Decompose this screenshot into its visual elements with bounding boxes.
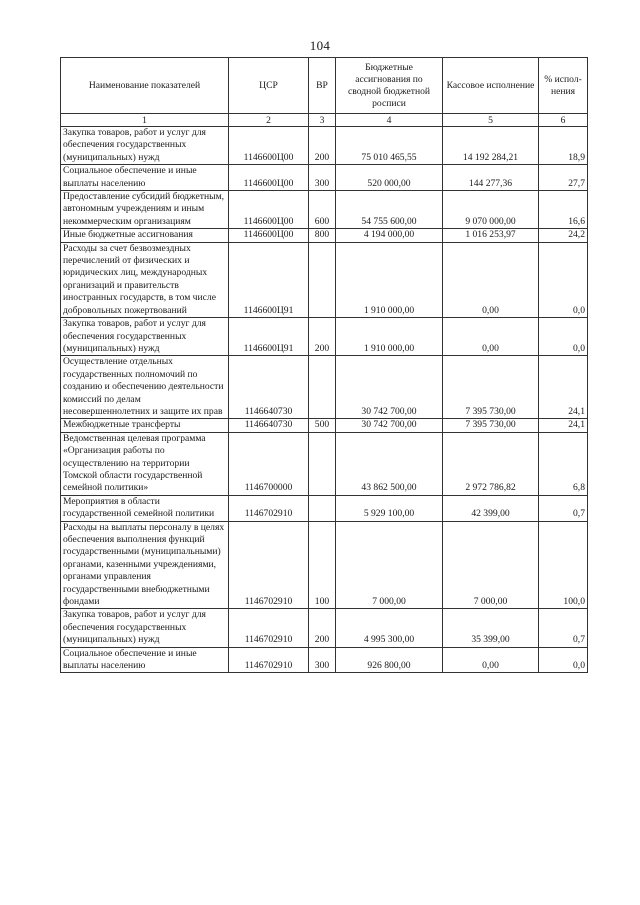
cell-csr: 1146600Ц00 bbox=[229, 127, 309, 165]
cell-fact: 0,00 bbox=[443, 647, 539, 673]
table-row bbox=[61, 318, 588, 356]
cell-vr bbox=[309, 356, 336, 419]
cell-fact: 1 016 253,97 bbox=[443, 229, 539, 242]
column-number-row bbox=[61, 114, 588, 127]
cell-fact: 7 395 730,00 bbox=[443, 419, 539, 432]
column-number: 4 bbox=[336, 114, 443, 127]
cell-plan: 4 995 300,00 bbox=[336, 609, 443, 647]
table-row bbox=[61, 127, 588, 165]
table-row bbox=[61, 432, 588, 495]
cell-name: Социальное обеспечение и иные выплаты населению bbox=[61, 165, 229, 191]
cell-fact: 9 070 000,00 bbox=[443, 191, 539, 229]
cell-csr: 1146600Ц91 bbox=[229, 242, 309, 317]
table-row bbox=[61, 419, 588, 432]
header-fact: Кассовое исполнение bbox=[443, 58, 539, 114]
cell-csr: 1146600Ц91 bbox=[229, 318, 309, 356]
column-number: 2 bbox=[229, 114, 309, 127]
cell-pct: 0,7 bbox=[539, 495, 588, 521]
cell-csr: 1146600Ц00 bbox=[229, 191, 309, 229]
cell-name: Расходы на выплаты персоналу в целях обеспечения выполнения функций государственными (муниципальными) органами, казенными учреждениями, органами управления государственными внебюджетными фондами bbox=[61, 521, 229, 609]
table-row bbox=[61, 229, 588, 242]
cell-fact: 7 000,00 bbox=[443, 521, 539, 609]
cell-pct: 0,7 bbox=[539, 609, 588, 647]
cell-csr: 1146702910 bbox=[229, 495, 309, 521]
cell-vr: 800 bbox=[309, 229, 336, 242]
cell-name: Закупка товаров, работ и услуг для обеспечения государственных (муниципальных) нужд bbox=[61, 609, 229, 647]
cell-fact: 0,00 bbox=[443, 242, 539, 317]
header-vr: ВР bbox=[309, 58, 336, 114]
cell-csr: 1146702910 bbox=[229, 609, 309, 647]
cell-csr: 1146600Ц00 bbox=[229, 165, 309, 191]
header-plan: Бюджетные ассигнования по сводной бюджетной росписи bbox=[336, 58, 443, 114]
cell-plan: 1 910 000,00 bbox=[336, 242, 443, 317]
cell-name: Социальное обеспечение и иные выплаты населению bbox=[61, 647, 229, 673]
cell-plan: 30 742 700,00 bbox=[336, 419, 443, 432]
cell-plan: 7 000,00 bbox=[336, 521, 443, 609]
cell-csr: 1146640730 bbox=[229, 356, 309, 419]
cell-name: Расходы за счет безвозмездных перечислений от физических и юридических лиц, международных организаций и правительств иностранных государств, в том числе добровольных пожертвований bbox=[61, 242, 229, 317]
cell-name: Осуществление отдельных государственных полномочий по созданию и обеспечению деятельности комиссий по делам несовершеннолетних и защите их прав bbox=[61, 356, 229, 419]
cell-name: Закупка товаров, работ и услуг для обеспечения государственных (муниципальных) нужд bbox=[61, 318, 229, 356]
cell-pct: 27,7 bbox=[539, 165, 588, 191]
table-row bbox=[61, 242, 588, 317]
cell-name: Закупка товаров, работ и услуг для обеспечения государственных (муниципальных) нужд bbox=[61, 127, 229, 165]
cell-pct: 6,8 bbox=[539, 432, 588, 495]
column-number: 3 bbox=[309, 114, 336, 127]
cell-pct: 0,0 bbox=[539, 318, 588, 356]
cell-name: Иные бюджетные ассигнования bbox=[61, 229, 229, 242]
cell-fact: 42 399,00 bbox=[443, 495, 539, 521]
cell-csr: 1146702910 bbox=[229, 521, 309, 609]
cell-name: Ведомственная целевая программа «Организация работы по осуществлению на территории Томской области государственной семейной политики» bbox=[61, 432, 229, 495]
cell-pct: 100,0 bbox=[539, 521, 588, 609]
cell-plan: 43 862 500,00 bbox=[336, 432, 443, 495]
table-row bbox=[61, 191, 588, 229]
table-row bbox=[61, 356, 588, 419]
cell-vr: 300 bbox=[309, 165, 336, 191]
cell-name: Предоставление субсидий бюджетным, автономным учреждениям и иным некоммерческим организациям bbox=[61, 191, 229, 229]
cell-vr: 200 bbox=[309, 127, 336, 165]
header-name: Наименование показателей bbox=[61, 58, 229, 114]
cell-vr: 200 bbox=[309, 318, 336, 356]
table-row bbox=[61, 165, 588, 191]
cell-pct: 0,0 bbox=[539, 647, 588, 673]
cell-pct: 24,2 bbox=[539, 229, 588, 242]
cell-pct: 0,0 bbox=[539, 242, 588, 317]
cell-csr: 1146700000 bbox=[229, 432, 309, 495]
table-row bbox=[61, 609, 588, 647]
cell-pct: 16,6 bbox=[539, 191, 588, 229]
cell-csr: 1146600Ц00 bbox=[229, 229, 309, 242]
cell-vr: 100 bbox=[309, 521, 336, 609]
cell-fact: 2 972 786,82 bbox=[443, 432, 539, 495]
cell-plan: 520 000,00 bbox=[336, 165, 443, 191]
table-row bbox=[61, 495, 588, 521]
cell-plan: 1 910 000,00 bbox=[336, 318, 443, 356]
cell-fact: 14 192 284,21 bbox=[443, 127, 539, 165]
column-number: 6 bbox=[539, 114, 588, 127]
cell-name: Мероприятия в области государственной семейной политики bbox=[61, 495, 229, 521]
cell-fact: 144 277,36 bbox=[443, 165, 539, 191]
cell-vr bbox=[309, 432, 336, 495]
table-header-row bbox=[61, 58, 588, 114]
table-row bbox=[61, 647, 588, 673]
header-csr: ЦСР bbox=[229, 58, 309, 114]
column-number: 1 bbox=[61, 114, 229, 127]
cell-plan: 926 800,00 bbox=[336, 647, 443, 673]
cell-fact: 0,00 bbox=[443, 318, 539, 356]
cell-pct: 24,1 bbox=[539, 419, 588, 432]
cell-plan: 75 010 465,55 bbox=[336, 127, 443, 165]
cell-plan: 30 742 700,00 bbox=[336, 356, 443, 419]
cell-pct: 18,9 bbox=[539, 127, 588, 165]
cell-fact: 7 395 730,00 bbox=[443, 356, 539, 419]
cell-vr: 600 bbox=[309, 191, 336, 229]
table-row bbox=[61, 521, 588, 609]
cell-vr: 200 bbox=[309, 609, 336, 647]
header-pct: % испол-нения bbox=[539, 58, 588, 114]
cell-csr: 1146702910 bbox=[229, 647, 309, 673]
cell-plan: 4 194 000,00 bbox=[336, 229, 443, 242]
cell-plan: 54 755 600,00 bbox=[336, 191, 443, 229]
cell-vr: 500 bbox=[309, 419, 336, 432]
cell-pct: 24,1 bbox=[539, 356, 588, 419]
cell-plan: 5 929 100,00 bbox=[336, 495, 443, 521]
budget-execution-table bbox=[60, 57, 588, 673]
column-number: 5 bbox=[443, 114, 539, 127]
cell-vr: 300 bbox=[309, 647, 336, 673]
cell-vr bbox=[309, 242, 336, 317]
cell-name: Межбюджетные трансферты bbox=[61, 419, 229, 432]
page-number: 104 bbox=[309, 38, 331, 53]
cell-csr: 1146640730 bbox=[229, 419, 309, 432]
cell-vr bbox=[309, 495, 336, 521]
cell-fact: 35 399,00 bbox=[443, 609, 539, 647]
